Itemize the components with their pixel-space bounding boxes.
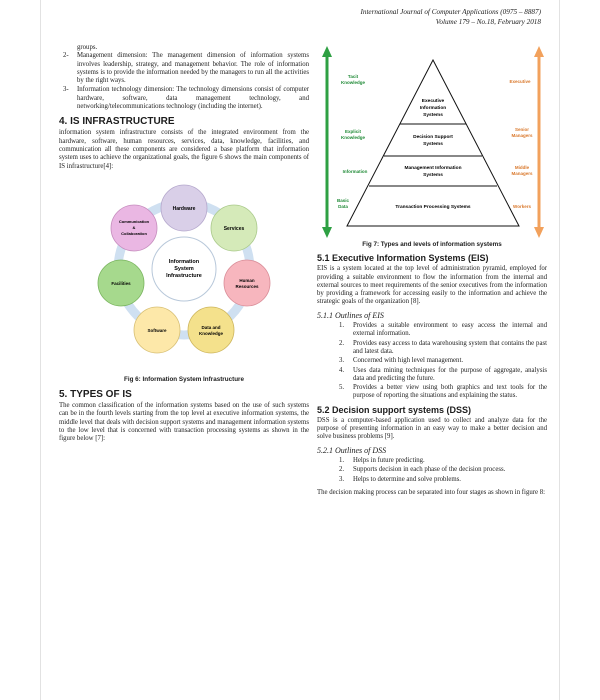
node-human-label-2: Resources bbox=[235, 283, 259, 289]
label-basic-1: Basic bbox=[336, 198, 350, 203]
node-human-label-1: Human bbox=[239, 277, 255, 283]
node-services-label: Services bbox=[223, 225, 245, 232]
level-eis-1: Executive bbox=[421, 99, 445, 104]
dss-outline-list bbox=[339, 457, 547, 484]
label-middle-1: Middle bbox=[514, 165, 530, 170]
label-basic-2: Data bbox=[338, 204, 348, 209]
section-5-2-1-heading: 5.2.1 Outlines of DSS bbox=[317, 445, 387, 455]
label-explicit-2: Knowledge bbox=[340, 135, 366, 140]
section-5-1-1-heading: 5.1.1 Outlines of EIS bbox=[317, 310, 384, 320]
left-column bbox=[59, 44, 309, 444]
closing-text: The decision making process can be separated into four stages as shown in figure 8: bbox=[317, 488, 546, 496]
level-mis-1: Management Information bbox=[404, 166, 462, 171]
level-mis-2: Systems bbox=[423, 173, 443, 178]
node-human-resources bbox=[224, 260, 270, 306]
is-pyramid-diagram bbox=[317, 44, 547, 238]
list-item: 1. Helps in future predicting. bbox=[339, 456, 425, 464]
journal-title: International Journal of Computer Applications (0975 – 8887) bbox=[360, 8, 541, 16]
node-comm-label-2: & bbox=[132, 224, 136, 230]
node-data-label-1: Data and bbox=[201, 324, 221, 330]
section-5-2-heading: 5.2 Decision support systems (DSS) bbox=[317, 404, 472, 415]
center-label-3: Infrastructure bbox=[166, 272, 202, 279]
section-5-text: The common classification of the information systems based on the use of such systems can be in the fourth levels starting from the top level at executive information systems, the middle level that deals with decision support systems and management information systems to the low level that is concerned with transaction processing systems as shown in the figure below [7]: bbox=[59, 402, 309, 443]
list-item: 2. Provides easy access to data warehousing system that contains the past and latest data. bbox=[339, 339, 547, 355]
left-arrow-up-head bbox=[322, 46, 332, 57]
journal-header bbox=[360, 8, 541, 27]
level-tps: Transaction Processing Systems bbox=[395, 205, 471, 210]
journal-volume: Volume 179 – No.18, February 2018 bbox=[435, 17, 541, 26]
label-information: Information bbox=[342, 169, 368, 174]
section-5-heading: 5. TYPES OF IS bbox=[59, 389, 132, 401]
label-explicit-1: Explicit bbox=[344, 129, 362, 134]
label-middle-2: Managers bbox=[511, 171, 533, 176]
list-item: 3. Helps to determine and solve problems. bbox=[339, 475, 461, 483]
right-column bbox=[317, 44, 547, 497]
eis-outline-list bbox=[339, 322, 547, 401]
label-senior-1: Senior bbox=[514, 127, 530, 132]
node-comm-label-3: Collaboration bbox=[121, 230, 147, 236]
list-item: 2. Supports decision in each phase of the decision process. bbox=[339, 466, 506, 474]
list-item: 3. Concerned with high level management. bbox=[339, 357, 464, 365]
figure-7-caption: Fig 7: Types and levels of information systems bbox=[362, 241, 502, 248]
node-data-label-2: Knowledge bbox=[198, 330, 224, 336]
node-facilities-label: Facilities bbox=[111, 280, 131, 286]
level-eis-3: Systems bbox=[423, 113, 443, 118]
section-4-heading: 4. IS INFRASTRUCTURE bbox=[59, 116, 175, 128]
section-5-1-heading: 5.1 Executive Information Systems (EIS) bbox=[317, 253, 489, 264]
list-item: 1. Provides a suitable environment to easy access the internal and external information. bbox=[339, 322, 547, 338]
label-executive: Executive bbox=[509, 79, 531, 84]
section-5-2-text: DSS is a computer-based application used to collect and analyze data for the purpose of presenting information in an easy way to make a better decision and solve business problems [9]. bbox=[317, 416, 547, 441]
list-item: 3- Information technology dimension: The technology dimensions consist of computer hardware, software, data management technology, and networking/telecommunications technology (including the internet). bbox=[63, 86, 309, 111]
list-item: 5. Provides a better view using both graphics and text tools for the purpose of reporting the situations and explaining the status. bbox=[339, 384, 547, 400]
label-tacit-2: Knowledge bbox=[340, 80, 366, 85]
right-arrow-up-head bbox=[534, 46, 544, 57]
list-item: 4. Uses data mining techniques for the purpose of aggregate, analysis data and predicting the future. bbox=[339, 366, 547, 382]
section-4-text: information system infrastructure consists of the integrated environment from the hardware, software, human resources, services, data, knowledge, facilities, and communication all these components are considered a base platform that information system uses to achieve the organizational goals, the figure 6 shows the main components of IS infrastructure[4]: bbox=[59, 129, 309, 170]
center-label-1: Information bbox=[168, 258, 200, 265]
level-eis-2: Information bbox=[419, 106, 447, 111]
label-senior-2: Managers bbox=[511, 133, 533, 138]
list-item: 2- Management dimension: The management dimension of information systems involves leadership, strategy, and management behavior. The role of information systems is to provide the information needed by the managers to run all the activities by the right ways. bbox=[63, 52, 309, 85]
dimension-list bbox=[59, 52, 309, 111]
groups-text: groups. bbox=[77, 44, 98, 51]
level-dss-1: Decision Support bbox=[413, 135, 453, 140]
left-arrow-down-head bbox=[322, 227, 332, 238]
node-software-label: Software bbox=[147, 327, 167, 333]
center-label-2: System bbox=[174, 265, 194, 272]
section-5-1-text: EIS is a system located at the top level of administration pyramid, employed for providing a suitable environment to flow the information from the internal and external sources to meet requirements of the senior executives from the information by providing a framework for accessing easily to the information and achieve the strategic goals of the organization [8]. bbox=[317, 265, 547, 306]
right-arrow-down-head bbox=[534, 227, 544, 238]
node-comm-label-1: Communication bbox=[118, 218, 150, 224]
figure-6-caption: Fig 6: Information System Infrastructure bbox=[123, 375, 244, 383]
is-infrastructure-diagram bbox=[59, 177, 309, 373]
node-hardware-label: Hardware bbox=[172, 205, 196, 212]
figure-7 bbox=[317, 44, 547, 238]
figure-6 bbox=[59, 177, 309, 373]
node-data-knowledge bbox=[188, 307, 234, 353]
level-dss-2: Systems bbox=[423, 142, 443, 147]
label-tacit-1: Tacit bbox=[347, 74, 359, 79]
paper-page bbox=[40, 0, 560, 700]
label-workers: Workers bbox=[513, 204, 531, 209]
